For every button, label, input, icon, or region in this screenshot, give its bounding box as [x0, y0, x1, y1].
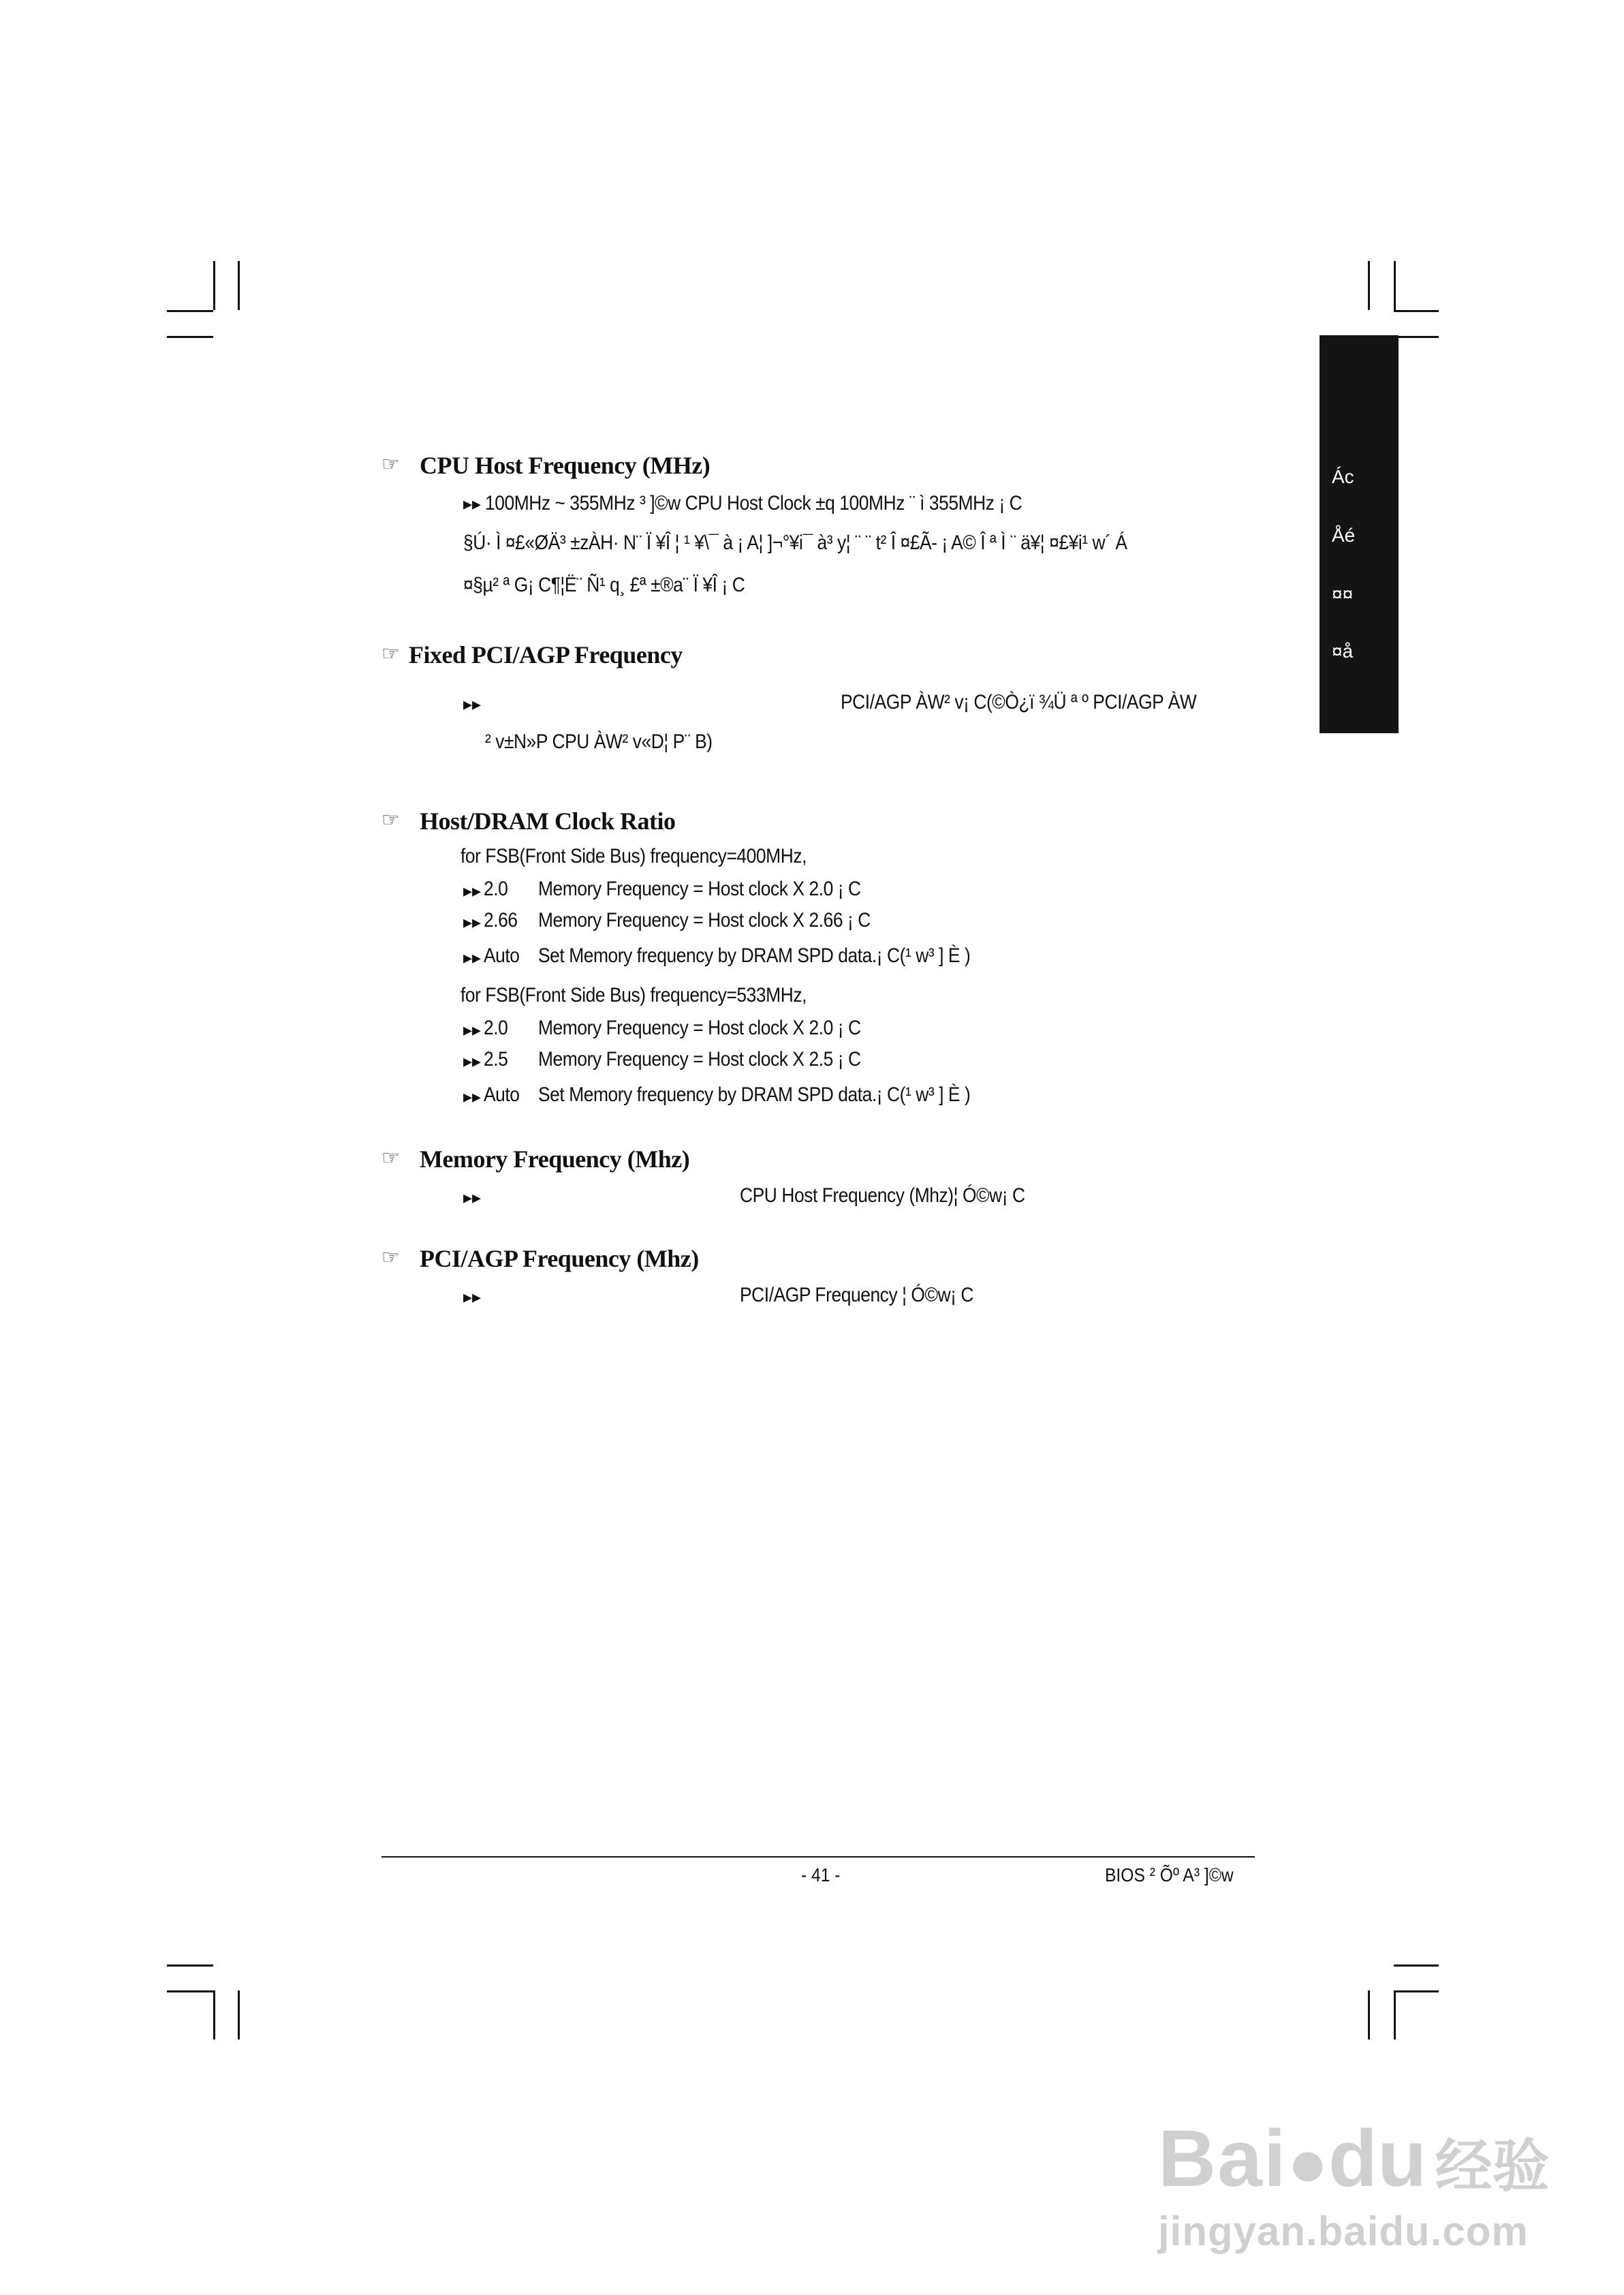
- cpu-host-frequency-line: 100MHz ~ 355MHz ³ ]©w CPU Host Clock ±q 100MHz ¨ ì 355MHz ¡ C: [485, 492, 1022, 514]
- section-heading-pci-agp-frequency: PCI/AGP Frequency (Mhz): [420, 1245, 699, 1272]
- page-number: - 41 -: [801, 1864, 841, 1885]
- double-right-arrow-icon: ▸▸: [463, 694, 482, 714]
- crop-mark: [1394, 1990, 1439, 1992]
- baidu-watermark: [1158, 2112, 1550, 2205]
- fixed-pci-agp-line: PCI/AGP ÀW² v¡ C(©Ò¿ï ¾Ü ª º PCI/AGP ÀW: [841, 691, 1197, 713]
- side-tab-text: Ác: [1332, 466, 1354, 487]
- pointing-hand-icon: ☞: [381, 809, 400, 831]
- crop-mark: [1394, 310, 1439, 312]
- pci-agp-frequency-line: PCI/AGP Frequency ¦ Ó©w¡ C: [740, 1284, 974, 1306]
- ratio-option-key: 2.0: [484, 878, 508, 900]
- ratio-option-key: 2.0: [484, 1017, 508, 1039]
- crop-mark: [167, 310, 213, 312]
- double-right-arrow-icon: ▸▸: [463, 880, 482, 901]
- ratio-option-desc: Memory Frequency = Host clock X 2.66 ¡ C: [538, 909, 871, 931]
- double-right-arrow-icon: ▸▸: [463, 1086, 482, 1107]
- watermark-brand-cn: 经验: [1435, 2134, 1550, 2198]
- ratio-option-desc: Memory Frequency = Host clock X 2.0 ¡ C: [538, 878, 861, 900]
- crop-mark: [1394, 336, 1439, 338]
- pointing-hand-icon: ☞: [381, 643, 400, 665]
- ratio-option-desc: Set Memory frequency by DRAM SPD data.¡ C(¹ w³ ] È ): [538, 1083, 971, 1106]
- fsb-intro-line: for FSB(Front Side Bus) frequency=400MHz,: [460, 845, 807, 867]
- crop-mark: [167, 1965, 213, 1967]
- crop-mark: [1394, 261, 1396, 310]
- paw-icon: ●: [1287, 2125, 1329, 2201]
- crop-mark: [213, 1990, 215, 2039]
- chapter-side-tab: [1320, 335, 1399, 733]
- side-tab-text: ¤å: [1332, 641, 1354, 662]
- pointing-hand-icon: ☞: [381, 1246, 400, 1269]
- ratio-option-key: Auto: [484, 944, 520, 967]
- watermark-brand: Bai: [1158, 2114, 1287, 2204]
- ratio-option-desc: Memory Frequency = Host clock X 2.0 ¡ C: [538, 1017, 861, 1039]
- section-heading-host-dram-clock-ratio: Host/DRAM Clock Ratio: [420, 807, 676, 835]
- footer-rule: [381, 1856, 1255, 1858]
- crop-mark: [238, 261, 240, 310]
- section-heading-fixed-pci-agp-frequency: Fixed PCI/AGP Frequency: [409, 641, 683, 668]
- double-right-arrow-icon: ▸▸: [463, 912, 482, 932]
- ratio-option-desc: Set Memory frequency by DRAM SPD data.¡ C(¹ w³ ] È ): [538, 944, 971, 967]
- double-right-arrow-icon: ▸▸: [463, 1019, 482, 1040]
- ratio-option-key: 2.66: [484, 909, 518, 931]
- double-right-arrow-icon: ▸▸: [463, 1187, 482, 1207]
- crop-mark: [167, 1990, 213, 1992]
- double-right-arrow-icon: ▸▸: [463, 1051, 482, 1071]
- side-tab-text: Åé: [1332, 525, 1356, 546]
- side-tab-text: ¤¤: [1332, 583, 1354, 604]
- cpu-host-frequency-line: ¤§µ² ª G¡ C¶¦Ë¨ Ñ¹ q¸ £ª ±®a¨ Ï ¥Î ¡ C: [463, 574, 745, 596]
- section-heading-cpu-host-frequency: CPU Host Frequency (MHz): [420, 452, 710, 479]
- crop-mark: [1394, 1965, 1439, 1967]
- double-right-arrow-icon: ▸▸: [463, 1287, 482, 1307]
- memory-frequency-line: CPU Host Frequency (Mhz)¦ Ó©w¡ C: [740, 1184, 1025, 1207]
- watermark-brand-du: du: [1328, 2114, 1427, 2204]
- cpu-host-frequency-line: §Ú· Ì ¤£«ØÄ³ ±zÀH· N¨ Ï ¥Î ¦ ¹ ¥\¯ à ¡ A¦ ]¬°¥i¯ à³ y¦ ¨ ¨ t² Î ¤£Ã- ¡ A© Î ª Ì ¨ ä¥¦ ¤£¥i¹ w´ Á: [463, 532, 1127, 554]
- double-right-arrow-icon: ▸▸: [463, 947, 482, 968]
- double-right-arrow-icon: ▸▸: [463, 493, 482, 514]
- fsb-intro-line: for FSB(Front Side Bus) frequency=533MHz,: [460, 984, 807, 1006]
- pointing-hand-icon: ☞: [381, 453, 400, 476]
- crop-mark: [213, 261, 215, 310]
- fixed-pci-agp-line: ² v±N»P CPU ÀW² v«D¦ P¨ B): [485, 730, 713, 753]
- crop-mark: [238, 1990, 240, 2039]
- ratio-option-desc: Memory Frequency = Host clock X 2.5 ¡ C: [538, 1048, 861, 1071]
- crop-mark: [1394, 1990, 1396, 2039]
- section-heading-memory-frequency: Memory Frequency (Mhz): [420, 1145, 690, 1173]
- watermark-url: jingyan.baidu.com: [1158, 2208, 1529, 2254]
- crop-mark: [1368, 1990, 1370, 2039]
- footer-title: BIOS ² Õº A³ ]©w: [1105, 1864, 1234, 1885]
- ratio-option-key: 2.5: [484, 1048, 508, 1071]
- crop-mark: [167, 336, 213, 338]
- crop-mark: [1368, 261, 1370, 310]
- ratio-option-key: Auto: [484, 1083, 520, 1106]
- pointing-hand-icon: ☞: [381, 1147, 400, 1169]
